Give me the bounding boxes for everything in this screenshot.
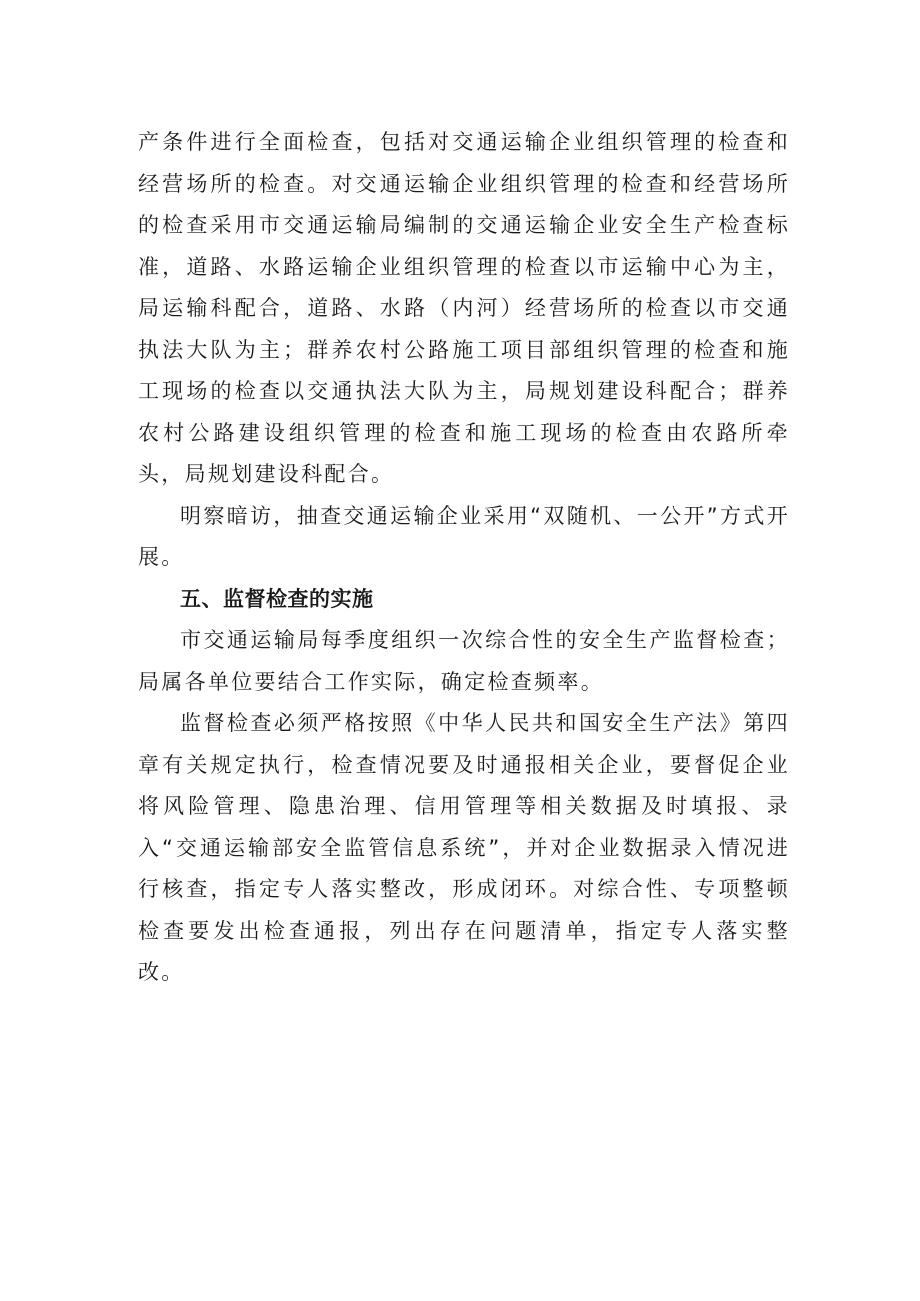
paragraph-inspection-frequency: 市交通运输局每季度组织一次综合性的安全生产监督检查；局属各单位要结合工作实际，确定检查频率。 [138, 628, 790, 694]
paragraph-inspection-requirements: 监督检查必须严格按照《中华人民共和国安全生产法》第四章有关规定执行，检查情况要及时通报相关企业，要督促企业将风险管理、隐患治理、信用管理等相关数据及时填报、录入“交通运输部安全监管信息系统”，并对企业数据录入情况进行核查，指定专人落实整改，形成闭环。对综合性、专项整顿检查要发出检查通报，列出存在问题清单，指定专人落实整改。 [138, 711, 790, 984]
document-body [138, 122, 790, 994]
section-heading: 五、监督检查的实施 [180, 586, 374, 611]
paragraph-continuation: 产条件进行全面检查，包括对交通运输企业组织管理的检查和经营场所的检查。对交通运输企业组织管理的检查和经营场所的检查采用市交通运输局编制的交通运输企业安全生产检查标准，道路、水路运输企业组织管理的检查以市运输中心为主，局运输科配合，道路、水路（内河）经营场所的检查以市交通执法大队为主；群养农村公路施工项目部组织管理的检查和施工现场的检查以交通执法大队为主，局规划建设科配合；群养农村公路建设组织管理的检查和施工现场的检查由农路所牵头，局规划建设科配合。 [138, 130, 790, 486]
paragraph-inspection-method: 明察暗访，抽查交通运输企业采用“双随机、一公开”方式开展。 [138, 503, 790, 569]
